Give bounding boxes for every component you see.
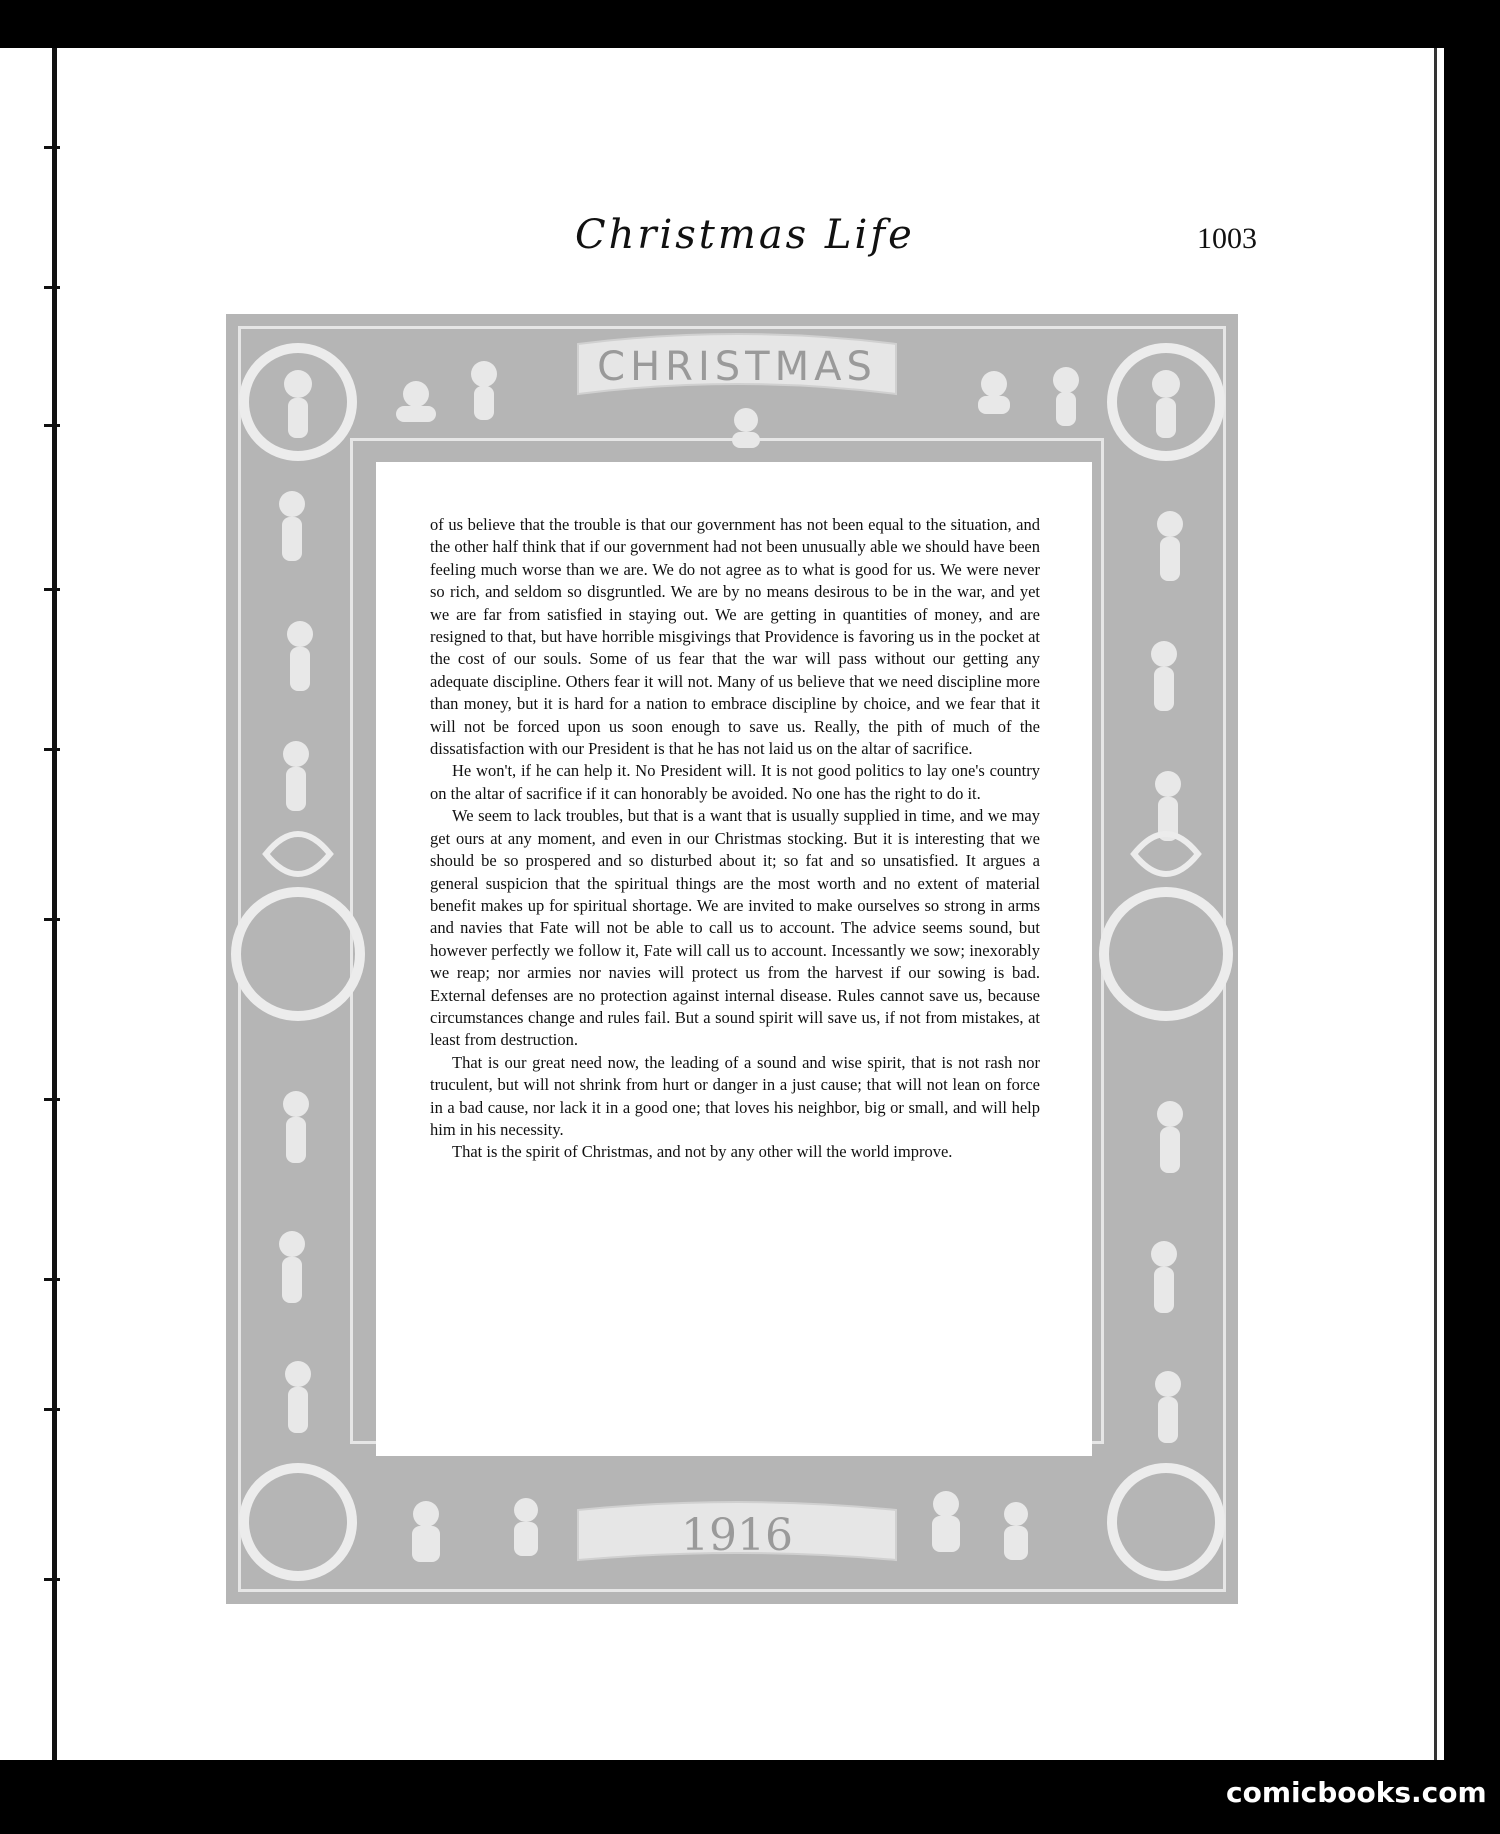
article-paragraph: That is the spirit of Christmas, and not by any other will the world improve. [452, 1142, 953, 1162]
wreath-bottom-right [1112, 1468, 1220, 1576]
article-paragraph: of us believe that the trouble is that our government has not been equal to the situation, and the other half think that if our government had not been unusually able we should have been feeling much worse than we are. We do not agree as to what is good for us. We were never so rich, and seldom so disgruntled. We are by no means desirous to be in the war, and yet we are far from satisfied in staying out. We are getting in quantities of money, and are resigned to that, but have horrible misgivings that Providence is favoring us in the pocket at the cost of our souls. Some of us fear that the war will pass without our getting any adequate discipline. Others fear it will not. Many of us believe that we need discipline more than money, but it is hard for a nation to embrace discipline by choice, and we fear that it will not be forced upon us soon enough to save us. Really, the pith of much of the dissatisfaction with our President is that he has not laid us on the altar of sacrifice. [430, 515, 1040, 759]
christmas-banner [578, 328, 896, 402]
page-number: 1003 [1197, 222, 1257, 255]
year-banner [578, 1496, 896, 1568]
article-paragraph: He won't, if he can help it. No President will. It is not good politics to lay one's country on the altar of sacrifice if it can honorably be avoided. No one has the right to do it. [430, 761, 1040, 803]
binding-strip [0, 48, 60, 1760]
right-page-edge [1432, 48, 1444, 1760]
article-paragraph: We seem to lack troubles, but that is a want that is usually supplied in time, and we may get ours at any moment, and even in our Christmas stocking. But it is interesting that we should be so prospered and so disturbed about it; so fat and so unsatisfied. It argues a general suspicion that the spiritual things are the most worth and no extent of material benefit makes up for spiritual shortage. We are invited to make ourselves so strong in arms and navies that Fate will not be able to call us to account. The advice seems sound, but however perfectly we follow it, Fate will call us to account. Incessantly we sow; inexorably we reap; nor armies nor navies will protect us from the harvest if our sowing is bad. External defenses are no protection against internal disease. Rules cannot save us, because circumstances change and rules fail. But a sound spirit will save us, if not from mistakes, at least from destruction. [430, 806, 1040, 1050]
page-title: Christmas Life [575, 212, 915, 258]
ribbon-bow-left [266, 834, 330, 874]
wreath-mid-right [1104, 892, 1228, 1016]
page-edge [52, 48, 57, 1760]
article-paragraph: That is our great need now, the leading of a sound and wise spirit, that is not rash nor truculent, but will not shrink from hurt or danger in a just cause; that will not lean on force in a bad cause, nor lack it in a good one; that loves his neighbor, big or small, and will help him in his necessity. [430, 1052, 1040, 1139]
article-panel [376, 462, 1092, 1456]
article-body [430, 514, 1040, 1164]
elf-figures-left [279, 370, 313, 1433]
wreath-mid-left [236, 892, 360, 1016]
banner-text: CHRISTMAS [597, 344, 877, 390]
wreath-bottom-left [244, 1468, 352, 1576]
site-watermark: comicbooks.com [1226, 1776, 1487, 1809]
elf-figures-right [1151, 370, 1183, 1443]
year-text: 1916 [681, 1510, 793, 1561]
